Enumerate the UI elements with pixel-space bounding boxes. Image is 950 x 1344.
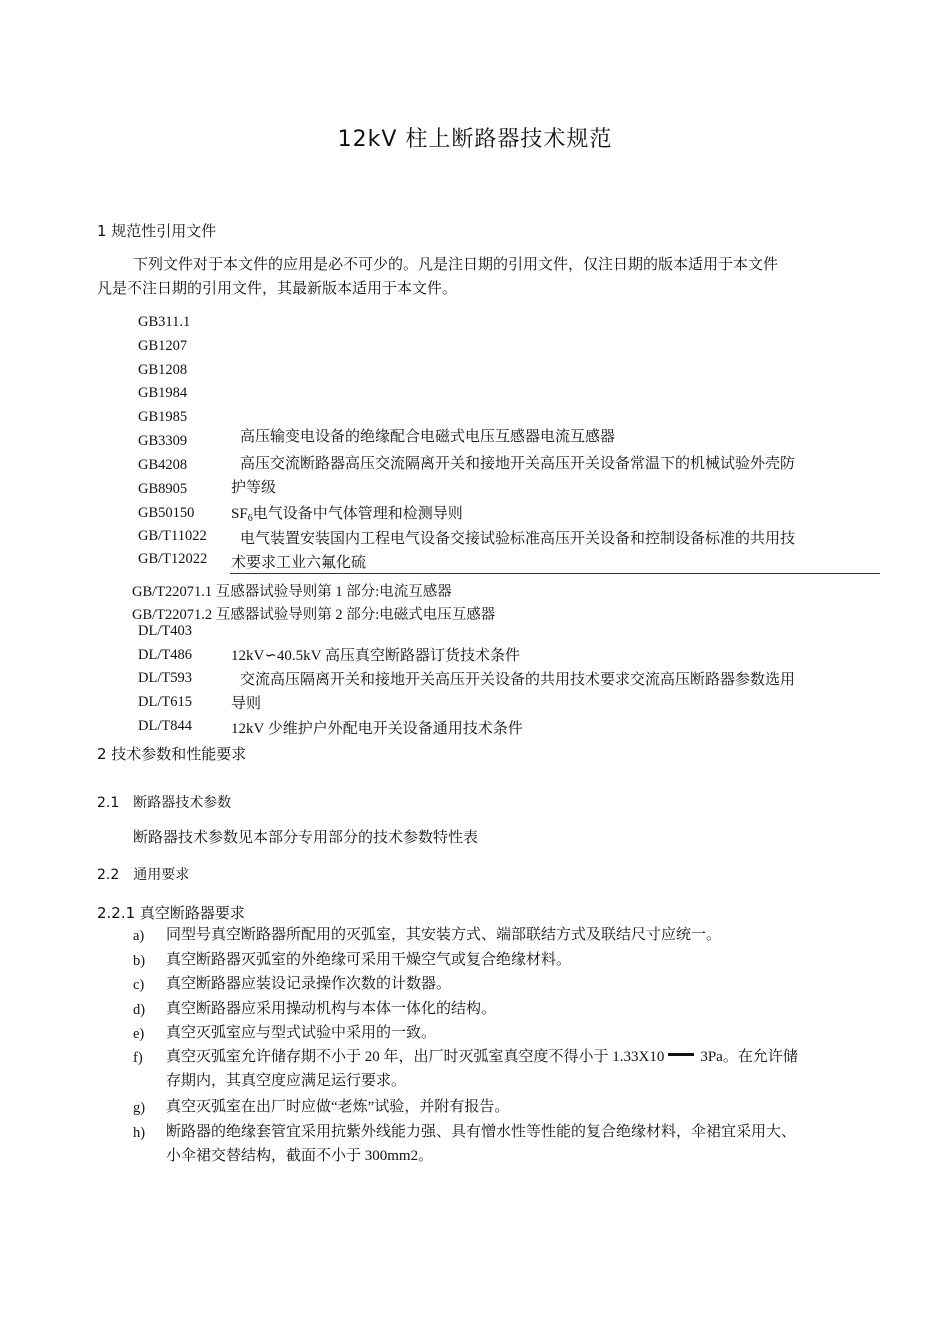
ref-desc: 12kV 少维护户外配电开关设备通用技术条件: [231, 721, 523, 737]
list-item-label: g): [133, 1100, 146, 1116]
list-item-text: 真空断路器应装设记录操作次数的计数器。: [166, 976, 452, 992]
horizontal-rule: [230, 573, 880, 574]
ref-code: DL/T615: [138, 694, 192, 710]
ref-desc: 电气装置安装国内工程电气设备交接试验标准高压开关设备和控制设备标准的共用技: [240, 531, 796, 547]
list-item-text: 真空灭弧室在出厂时应做“老炼”试验，并附有报告。: [166, 1099, 510, 1115]
ref-code: GB1208: [138, 362, 188, 378]
list-item-text-continued: 存期内，其真空度应满足运行要求。: [166, 1073, 407, 1089]
section-2-heading: 2 技术参数和性能要求: [97, 745, 247, 763]
ref-code: DL/T593: [138, 670, 192, 686]
section-1-intro-line-2: 凡是不注日期的引用文件，其最新版本适用于本文件。: [97, 281, 458, 297]
ref-code: GB4208: [138, 457, 188, 473]
ref-code: GB/T12022: [138, 551, 208, 567]
ref-line: GB/T22071.1 互感器试验导则第 1 部分:电流互感器: [132, 584, 452, 600]
ref-code: DL/T486: [138, 647, 192, 663]
list-item-text-continued: 小伞裙交替结构，截面不小于 300mm2。: [166, 1148, 434, 1164]
list-item-label: b): [133, 953, 146, 969]
section-2-1-heading: 2.1 断路器技术参数: [97, 795, 232, 811]
ref-line: GB/T22071.2 互感器试验导则第 2 部分:电磁式电压互感器: [132, 607, 496, 623]
list-item-text: 断路器的绝缘套管宜采用抗紫外线能力强、具有憎水性等性能的复合绝缘材料，伞裙宜采用大、: [166, 1124, 797, 1140]
ref-code: GB1985: [138, 409, 188, 425]
list-item-label: c): [133, 977, 145, 993]
list-item-text: 真空断路器灭弧室的外绝缘可采用干燥空气或复合绝缘材料。: [166, 952, 572, 968]
list-item-text: 同型号真空断路器所配用的灭弧室，其安装方式、端部联结方式及联结尺寸应统一。: [166, 927, 722, 943]
section-1-intro-line-1: 下列文件对于本文件的应用是必不可少的。凡是注日期的引用文件，仅注日期的版本适用于本文件: [133, 257, 779, 273]
ref-code: GB311.1: [138, 314, 191, 330]
ref-code: GB3309: [138, 433, 188, 449]
ref-desc: 12kV∽40.5kV 高压真空断路器订货技术条件: [231, 648, 520, 664]
list-item-text: 真空断路器应采用操动机构与本体一体化的结构。: [166, 1001, 497, 1017]
ref-code: GB/T11022: [138, 528, 207, 544]
list-item-label: d): [133, 1002, 146, 1018]
ref-desc-sf6: $SF_6$电气设备中气体管理和检测导则: [231, 506, 463, 524]
ref-code: GB50150: [138, 505, 195, 521]
list-item-text: 真空灭弧室应与型式试验中采用的一致。: [166, 1025, 437, 1041]
ref-desc: 护等级: [231, 480, 277, 496]
ref-code: GB1207: [138, 338, 188, 354]
ref-code: GB1984: [138, 385, 188, 401]
ref-desc: 交流高压隔离开关和接地开关高压开关设备的共用技术要求交流高压断路器参数选用: [240, 672, 796, 688]
section-2-2-1-heading: 2.2.1 真空断路器要求: [97, 904, 245, 922]
list-item-label: e): [133, 1026, 145, 1042]
list-item-label: h): [133, 1125, 146, 1141]
ref-desc: 术要求工业六氟化硫: [231, 555, 367, 571]
page-title: 12kV 柱上断路器技术规范: [337, 127, 613, 152]
section-2-1-text: 断路器技术参数见本部分专用部分的技术参数特性表: [133, 830, 479, 846]
list-item-label: f): [133, 1050, 143, 1066]
ref-desc: 高压交流断路器高压交流隔离开关和接地开关高压开关设备常温下的机械试验外壳防: [240, 456, 796, 472]
section-2-2-heading: 2.2 通用要求: [97, 867, 190, 883]
ref-desc: 导则: [231, 696, 262, 712]
exponent-dash: [668, 1053, 694, 1056]
ref-code: DL/T403: [138, 623, 192, 639]
ref-code: GB8905: [138, 481, 188, 497]
list-item-label: a): [133, 928, 145, 944]
section-1-heading: 1 规范性引用文件: [97, 222, 217, 240]
ref-code: DL/T844: [138, 718, 192, 734]
list-item-text: 真空灭弧室允许储存期不小于 20 年，出厂时灭弧室真空度不得小于 1.33X10 3Pa。在允许储: [166, 1049, 798, 1065]
ref-desc: 高压输变电设备的绝缘配合电磁式电压互感器电流互感器: [240, 429, 616, 445]
